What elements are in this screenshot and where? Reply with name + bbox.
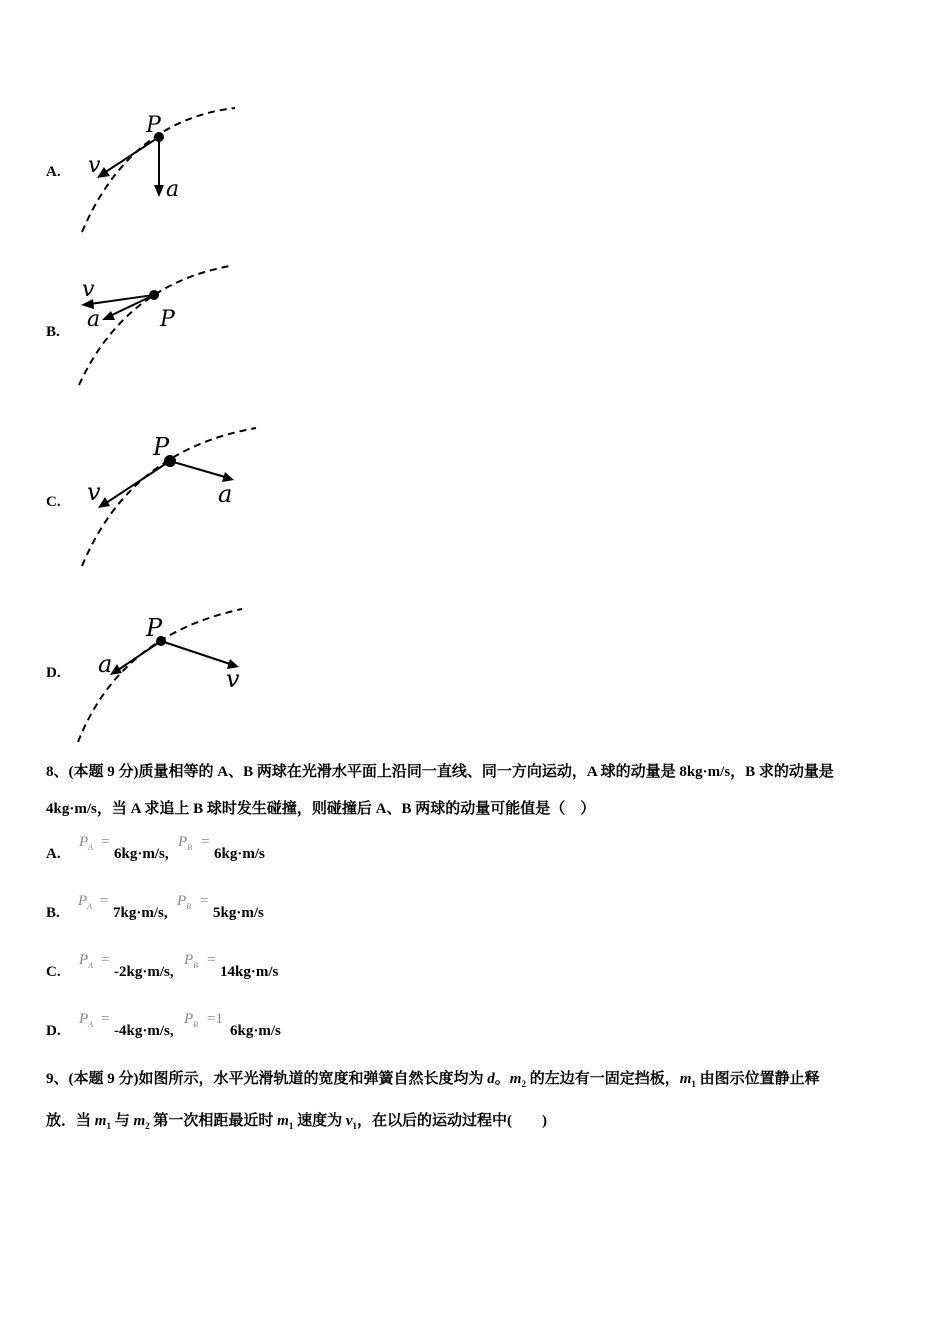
- pb-value: 5kg·m/s: [213, 905, 264, 921]
- pa-equals: =: [100, 893, 109, 909]
- figure-option-b-label: B.: [46, 324, 60, 340]
- label-v: v: [88, 153, 101, 178]
- pa-symbol: $P_A$: [79, 1011, 94, 1029]
- figure-option-c-label: C.: [46, 494, 61, 510]
- pb-equals: =: [207, 952, 216, 968]
- velocity-arrow: [106, 461, 170, 503]
- pa-value: 7kg·m/s,: [113, 905, 168, 921]
- label-p: P: [146, 113, 161, 138]
- q8-option-d[interactable]: [46, 1013, 446, 1053]
- question-8-line-2: 4kg·m/s，当 A 求追上 B 球时发生碰撞，则碰撞后 A、B 两球的动量可能值是（ ）: [46, 801, 596, 817]
- pb-equals: =: [201, 834, 210, 850]
- pa-equals: =: [101, 834, 110, 850]
- question-9-line-2: 放．当 $m_1$ 与 $m_2$ 第一次相距最近时 $m_1$ 速度为 $v_1$，在以后的运动过程中( ): [46, 1113, 547, 1131]
- option-label: C.: [46, 964, 61, 980]
- figure-a: [70, 100, 270, 240]
- label-a: a: [218, 480, 233, 508]
- acceleration-arrow: [170, 461, 225, 477]
- velocity-arrow: [104, 137, 159, 173]
- pb-symbol: $P_B$: [178, 834, 193, 852]
- label-v: v: [82, 277, 95, 302]
- label-p: P: [153, 433, 170, 461]
- label-a: a: [166, 177, 180, 202]
- pa-symbol: $P_A$: [78, 893, 93, 911]
- figure-b: [70, 260, 270, 390]
- label-a: a: [87, 307, 101, 332]
- point-p: [149, 290, 159, 300]
- figure-c: [70, 420, 270, 570]
- figure-option-a-label: A.: [46, 164, 61, 180]
- pb-symbol: $P_B$: [177, 893, 192, 911]
- velocity-arrow: [161, 641, 230, 664]
- pa-equals: =: [101, 1011, 110, 1027]
- pb-value: 14kg·m/s: [220, 964, 279, 980]
- q8-option-a[interactable]: [46, 836, 446, 876]
- pa-equals: =: [101, 952, 110, 968]
- pb-equals: =1: [207, 1011, 223, 1027]
- acceleration-arrowhead: [154, 185, 164, 197]
- pa-symbol: $P_A$: [79, 834, 94, 852]
- trajectory-curve: [79, 266, 230, 385]
- label-v: v: [226, 665, 240, 693]
- pb-equals: =: [200, 893, 209, 909]
- pa-symbol: $P_A$: [79, 952, 94, 970]
- pa-value: -2kg·m/s,: [114, 964, 174, 980]
- q8-option-b[interactable]: [46, 895, 446, 935]
- pa-value: 6kg·m/s,: [114, 846, 169, 862]
- question-8-line-1: 8、(本题 9 分)质量相等的 A、B 两球在光滑水平面上沿同一直线、同一方向运动，A 球的动量是 8kg·m/s，B 求的动量是: [46, 764, 834, 780]
- question-9-line-1: 9、(本题 9 分)如图所示，水平光滑轨道的宽度和弹簧自然长度均为 d。$m_2$ 的左边有一固定挡板，$m_1$ 由图示位置静止释: [46, 1071, 820, 1089]
- option-label: D.: [46, 1023, 61, 1039]
- question-9: [46, 1061, 908, 1145]
- label-a: a: [98, 650, 113, 678]
- label-p: P: [160, 307, 175, 332]
- q8-option-c[interactable]: [46, 954, 446, 994]
- pb-symbol: $P_B$: [184, 952, 199, 970]
- question-8: [46, 754, 908, 828]
- pa-value: -4kg·m/s,: [114, 1023, 174, 1039]
- label-v: v: [87, 478, 101, 506]
- label-p: P: [146, 614, 163, 642]
- figure-option-d-label: D.: [46, 665, 61, 681]
- option-label: B.: [46, 905, 60, 921]
- figure-d: [70, 600, 270, 750]
- pb-value: 6kg·m/s: [214, 846, 265, 862]
- pb-value: 6kg·m/s: [230, 1023, 281, 1039]
- option-label: A.: [46, 846, 61, 862]
- acceleration-arrow: [118, 641, 161, 670]
- pb-symbol: $P_B$: [184, 1011, 199, 1029]
